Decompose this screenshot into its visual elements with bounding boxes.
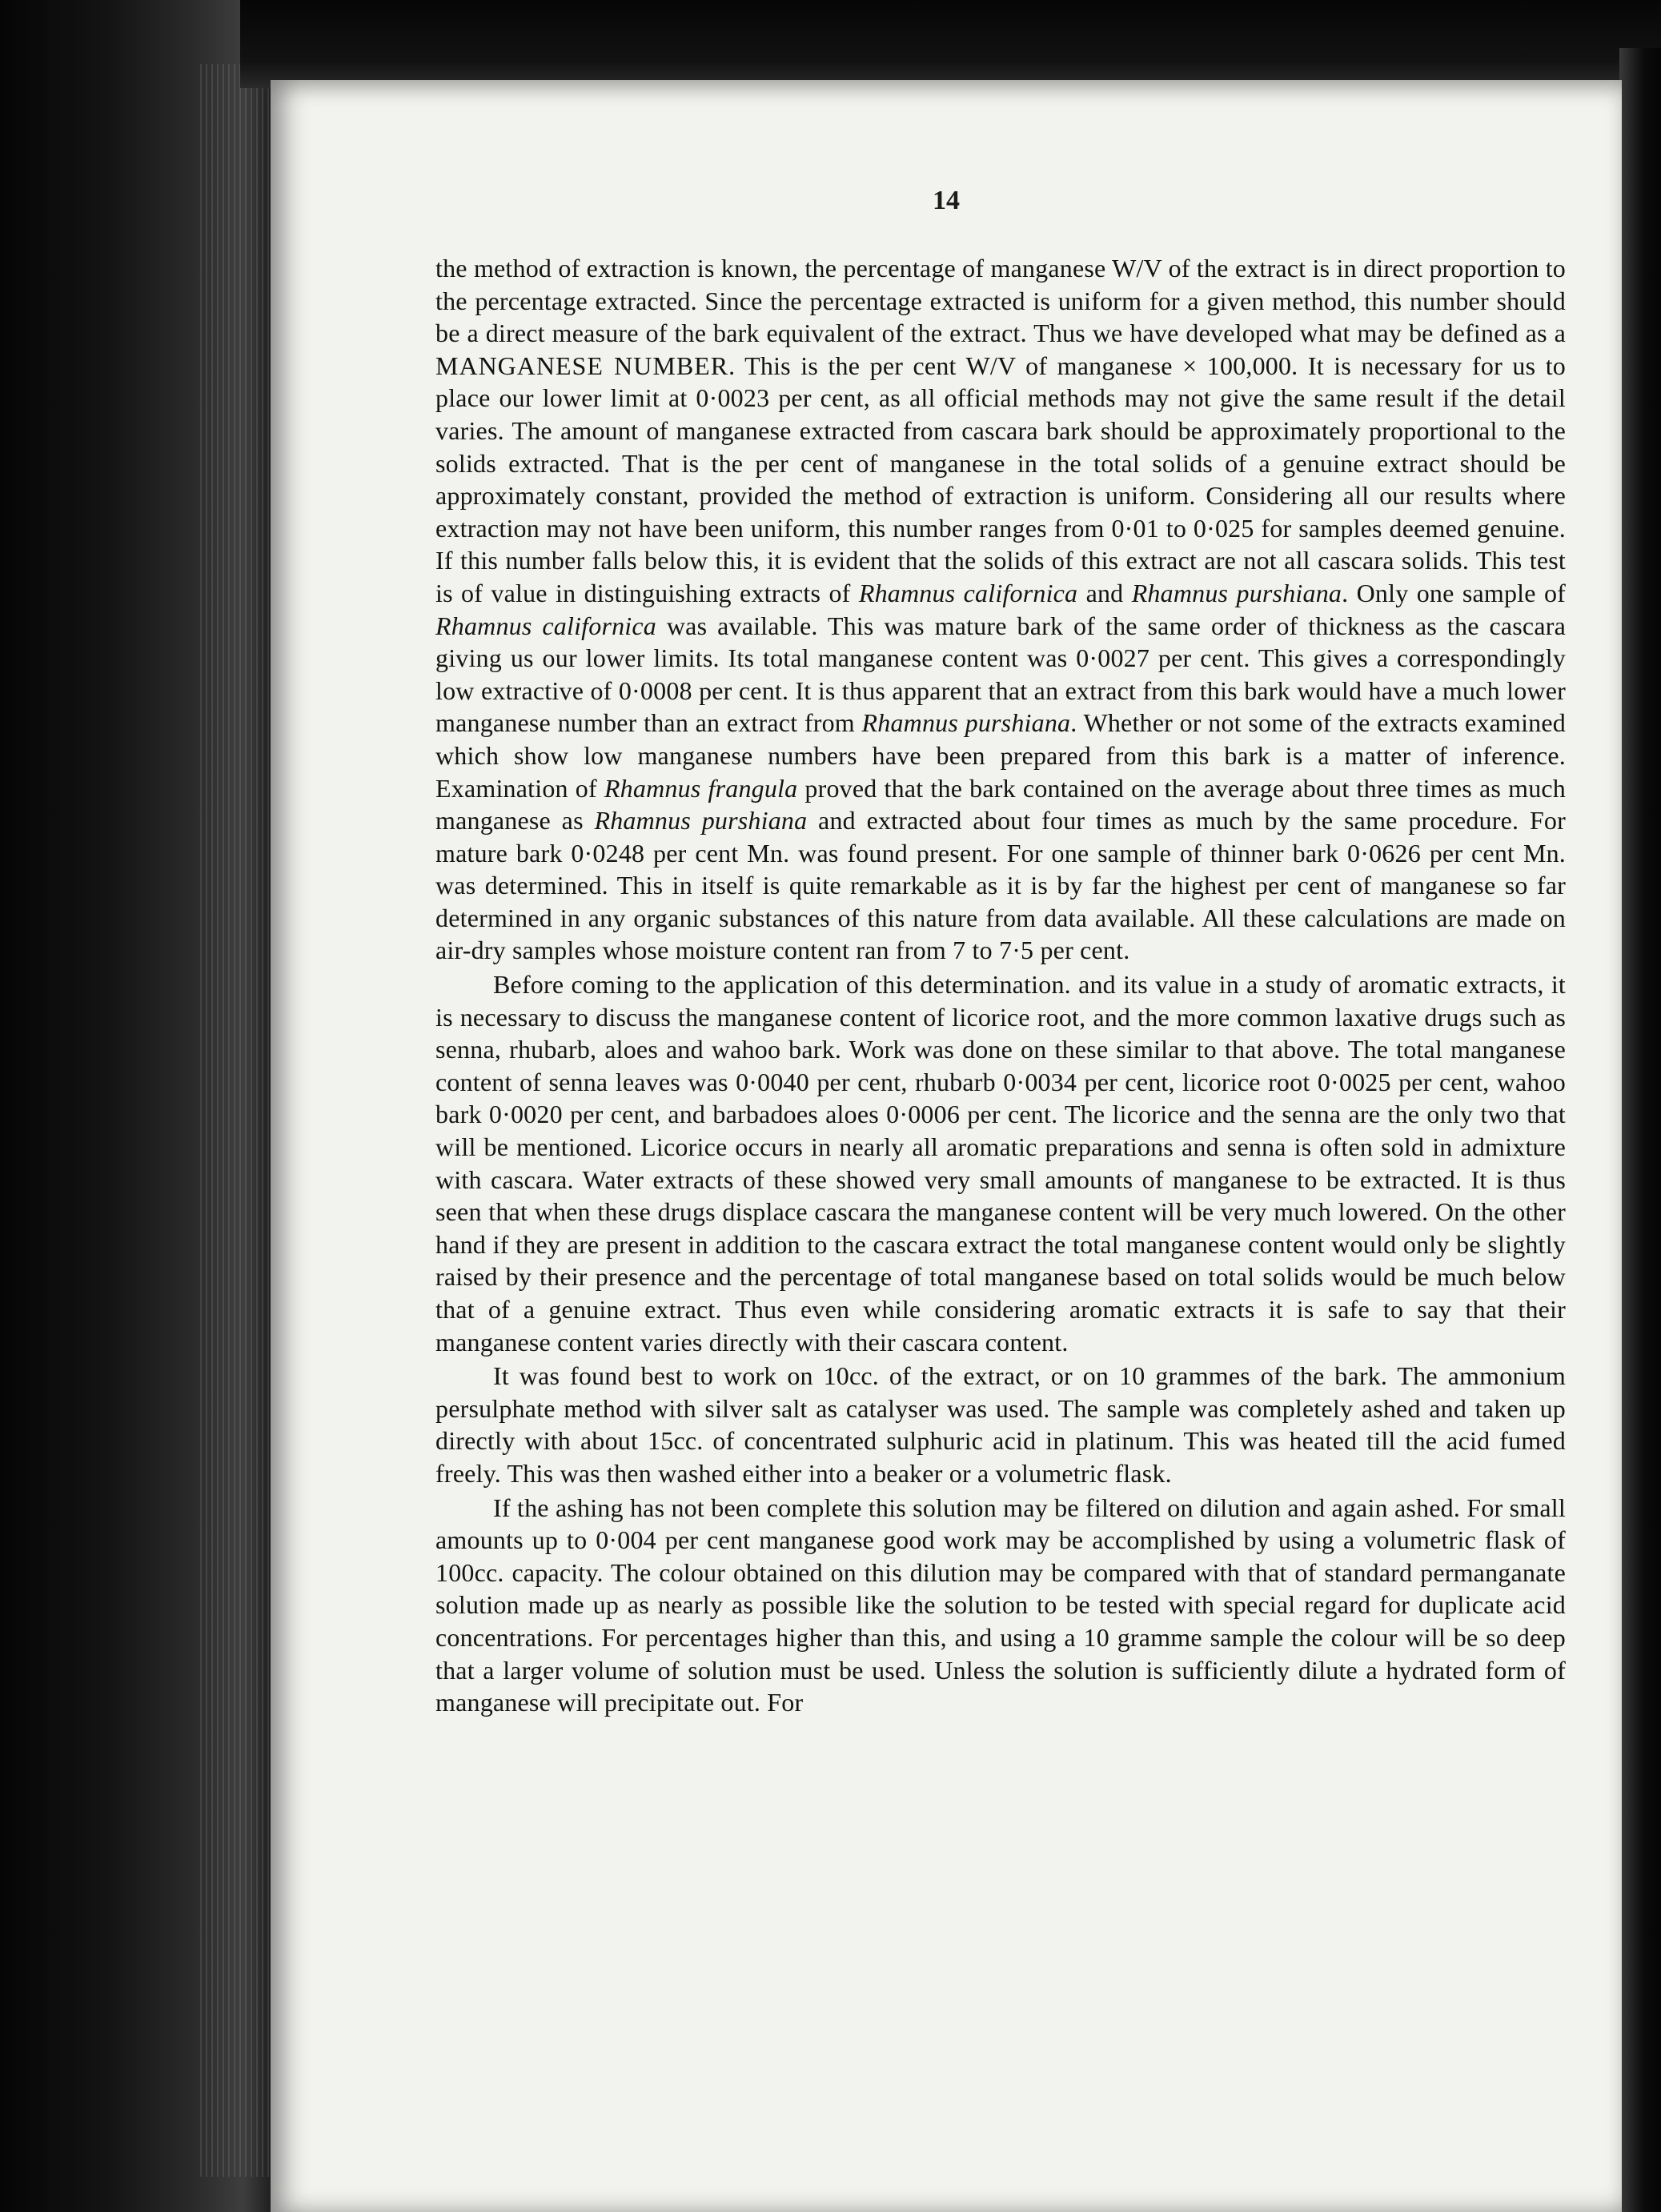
text-run: . Only one sample of — [1342, 578, 1567, 607]
paragraph — [435, 1360, 1566, 1489]
species-name: Rhamnus purshiana — [1131, 578, 1342, 607]
species-name: Rhamnus purshiana — [594, 806, 808, 836]
paragraph — [435, 1492, 1566, 1719]
species-name: Rhamnus frangula — [604, 773, 798, 803]
species-name: Rhamnus californica — [435, 611, 656, 640]
body-text — [435, 252, 1566, 1719]
text-run: proved that the bark contained on the average about three times as much manganese as — [435, 773, 1566, 836]
text-run: If the ashing has not been complete this solution may be filtered on dilution and again ashed. For small amounts up to 0·004 per cent manganese good work may be accomplished by using a volumetric flask of 100cc. capacity. The colour obtained on this dilution may be compared with that of standard permanganate solution made up as nearly as possible like the solution to be tested with special regard for duplicate acid concentrations. For percentages higher than this, and using a 10 gramme sample the colour will be so deep that a larger volume of solution must be used. Unless the solution is sufficiently dilute a hydrated form of manganese will precipitate out. For — [435, 1493, 1566, 1717]
book-page — [271, 80, 1622, 2212]
right-scan-border — [1619, 48, 1661, 2212]
text-run: . This is the per cent W/V of manganese × 100,000. It is necessary for us to place our lower limit at 0·0023 per cent, as all official methods may not give the same result if the detail varies. The amount of manganese extracted from cascara bark should be approximately proportional to the solids extracted. That is the per cent of manganese in the total solids of a genuine extract should be approximately constant, provided the method of extraction is uniform. Considering all our results where extraction may not have been uniform, this number ranges from 0·01 to 0·025 for samples deemed genuine. If this number falls below this, it is evident that the solids of this extract are not all cascara solids. This test is of value in distinguishing extracts of — [435, 351, 1567, 607]
species-name: Rhamnus californica — [858, 578, 1078, 607]
page-edges — [200, 64, 272, 2177]
species-name: Rhamnus purshiana — [861, 708, 1071, 738]
paragraph — [435, 252, 1566, 967]
text-run: and — [1077, 578, 1132, 607]
top-scan-border — [240, 0, 1661, 88]
text-run: and extracted about four times as much by the same procedure. For mature bark 0·0248 per cent Mn. was found present. For one sample of thinner bark 0·0626 per cent Mn. was determined. This in itself is quite remarkable as it is by far the highest per cent of manganese so far determined in any organic substances of this nature from data available. All these calculations are made on air-dry samples whose moisture content ran from 7 to 7·5 per cent. — [435, 806, 1566, 965]
text-run: Before coming to the application of this determination. and its value in a study of aromatic extracts, it is necessary to discuss the manganese content of licorice root, and the more common laxative drugs such as senna, rhubarb, aloes and wahoo bark. Work was done on these similar to that above. The total manganese content of senna leaves was 0·0040 per cent, rhubarb 0·0034 per cent, licorice root 0·0025 per cent, wahoo bark 0·0020 per cent, and barbadoes aloes 0·0006 per cent. The licorice and the senna are the only two that will be mentioned. Licorice occurs in nearly all aromatic preparations and senna is often sold in admixture with cascara. Water extracts of these showed very small amounts of manganese to be extracted. It is thus seen that when these drugs displace cascara the manganese content will be very much lowered. On the other hand if they are present in addition to the cascara extract the total manganese content would only be slightly raised by their presence and the percentage of total manganese based on total solids would be much below that of a genuine extract. Thus even while considering aromatic extracts it is safe to say that their manganese content varies directly with their cascara content. — [435, 970, 1566, 1356]
paragraph — [435, 968, 1566, 1358]
term-emphasis: MANGANESE NUMBER — [435, 351, 729, 380]
text-run: . Whether or not some of the extracts examined which show low manganese numbers have been prepared from this bark is a matter of inference. Examination of — [435, 708, 1566, 803]
text-run: It was found best to work on 10cc. of the extract, or on 10 grammes of the bark. The ammonium persulphate method with silver salt as catalyser was used. The sample was completely ashed and taken up directly with about 15cc. of concentrated sulphuric acid in platinum. This was heated till the acid fumed freely. This was then washed either into a beaker or a volumetric flask. — [435, 1361, 1566, 1488]
text-run: was available. This was mature bark of the same order of thickness as the cascara giving us our lower limits. Its total manganese content was 0·0027 per cent. This gives a correspondingly low extractive of 0·0008 per cent. It is thus apparent that an extract from this bark would have a much lower manganese number than an extract from — [435, 611, 1566, 738]
page-number: 14 — [933, 186, 960, 215]
text-run: the method of extraction is known, the percentage of manganese W/V of the extract is in direct proportion to the percentage extracted. Since the percentage extracted is uniform for a given method, this number should be a direct measure of the bark equivalent of the extract. Thus we have developed what may be defined as a — [435, 254, 1566, 348]
